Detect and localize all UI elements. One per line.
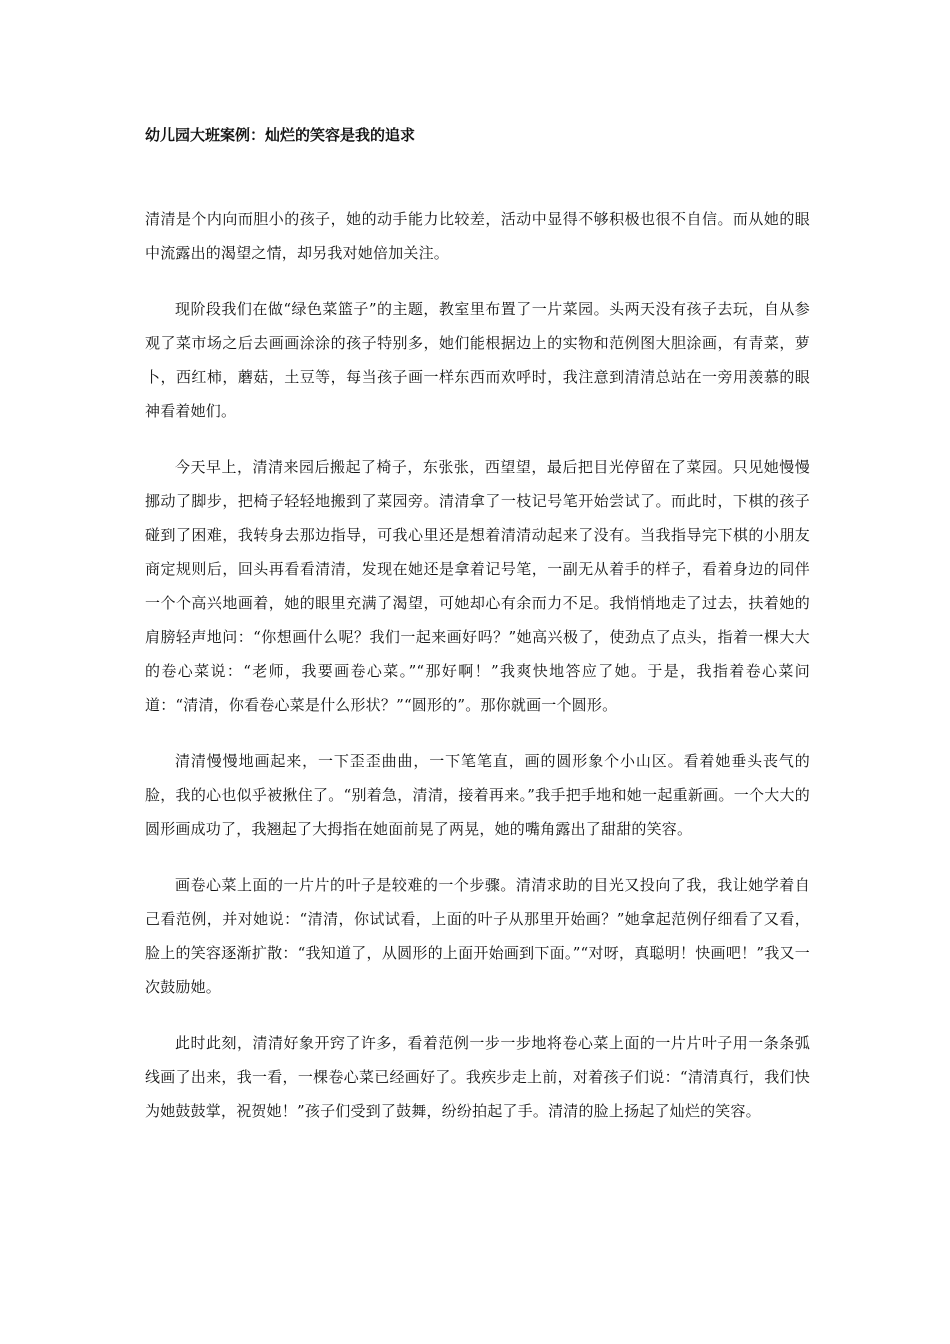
paragraph-5: 画卷心菜上面的一片片的叶子是较难的一个步骤。清清求助的目光又投向了我，我让她学着自己看范例，并对她说：“清清，你试试看，上面的叶子从那里开始画？”她拿起范例仔细看了又看，脸上的笑容逐渐扩散：“我知道了，从圆形的上面开始画到下面。”“对呀，真聪明！快画吧！”我又一次鼓励她。 [145, 876, 810, 996]
document-page [145, 118, 810, 1150]
paragraph-1: 清清是个内向而胆小的孩子，她的动手能力比较差，活动中显得不够积极也很不自信。而从她的眼中流露出的渴望之情，却另我对她倍加关注。 [145, 210, 810, 262]
paragraph-6: 此时此刻，清清好象开窍了许多，看着范例一步一步地将卷心菜上面的一片片叶子用一条条弧线画了出来，我一看，一棵卷心菜已经画好了。我疾步走上前，对着孩子们说：“清清真行，我们快为她鼓鼓掌，祝贺她！”孩子们受到了鼓舞，纷纷拍起了手。清清的脸上扬起了灿烂的笑容。 [145, 1034, 810, 1120]
paragraph-2: 现阶段我们在做“绿色菜篮子”的主题，教室里布置了一片菜园。头两天没有孩子去玩，自从参观了菜市场之后去画画涂涂的孩子特别多，她们能根据边上的实物和范例图大胆涂画，有青菜，萝卜，西红柿，蘑菇，土豆等，每当孩子画一样东西而欢呼时，我注意到清清总站在一旁用羡慕的眼神看着她们。 [145, 300, 810, 420]
paragraph-3: 今天早上，清清来园后搬起了椅子，东张张，西望望，最后把目光停留在了菜园。只见她慢慢挪动了脚步，把椅子轻轻地搬到了菜园旁。清清拿了一枝记号笔开始尝试了。而此时，下棋的孩子碰到了困难，我转身去那边指导，可我心里还是想着清清动起来了没有。当我指导完下棋的小朋友商定规则后，回头再看看清清，发现在她还是拿着记号笔，一副无从着手的样子，看着身边的同伴一个个高兴地画着，她的眼里充满了渴望，可她却心有余而力不足。我悄悄地走了过去，扶着她的肩膀轻声地问：“你想画什么呢？我们一起来画好吗？”她高兴极了，使劲点了点头，指着一棵大大的卷心菜说：“老师，我要画卷心菜。”“那好啊！”我爽快地答应了她。于是，我指着卷心菜问道：“清清，你看卷心菜是什么形状？”“圆形的”。那你就画一个圆形。 [145, 458, 810, 714]
document-title: 幼儿园大班案例：灿烂的笑容是我的追求 [145, 126, 416, 144]
paragraph-4: 清清慢慢地画起来，一下歪歪曲曲，一下笔笔直，画的圆形象个小山区。看着她垂头丧气的脸，我的心也似乎被揪住了。“别着急，清清，接着再来。”我手把手地和她一起重新画。一个大大的圆形画成功了，我翘起了大拇指在她面前晃了两晃，她的嘴角露出了甜甜的笑容。 [145, 752, 810, 838]
